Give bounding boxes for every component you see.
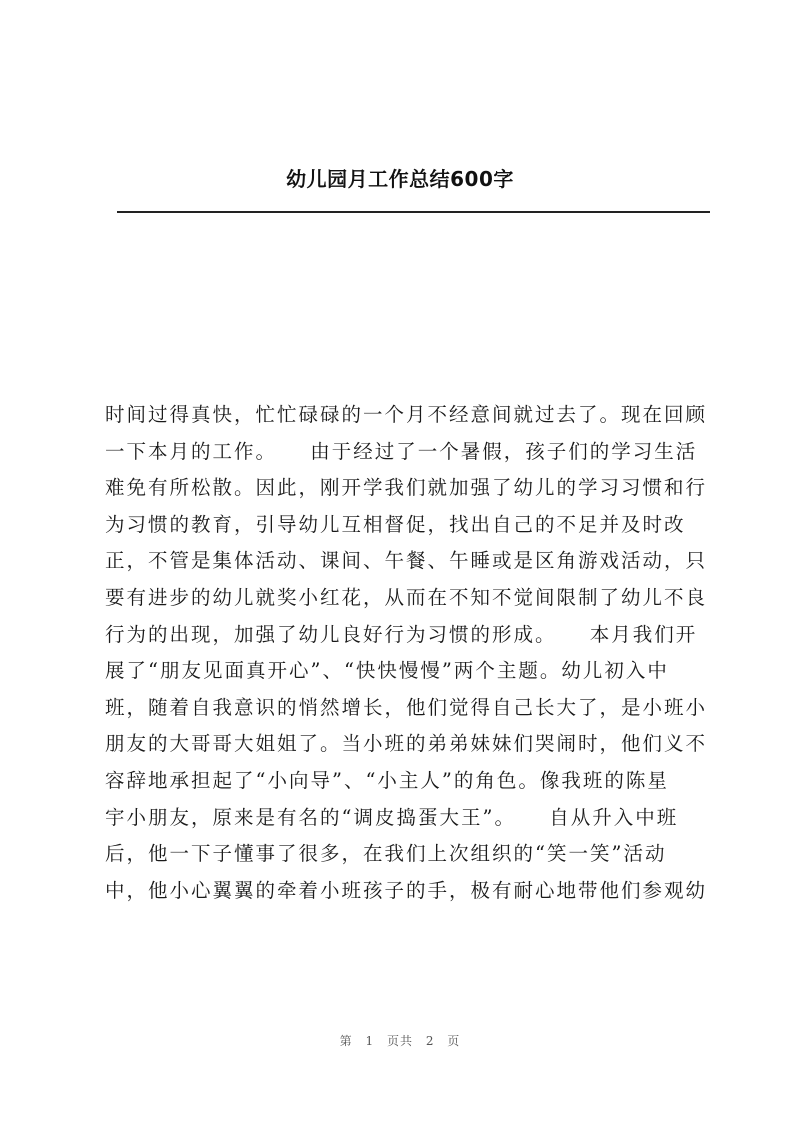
body-line: 容辞地承担起了“小向导”、“小主人”的角色。像我班的陈星 xyxy=(105,768,669,792)
total-pages-number: 2 xyxy=(425,1034,435,1048)
body-line: 一下本月的工作。 由于经过了一个暑假，孩子们的学习生活 xyxy=(105,439,698,463)
body-line: 为习惯的教育，引导幼儿互相督促，找出自己的不足并及时改 xyxy=(105,512,686,536)
footer-label-ye: 页 xyxy=(447,1034,461,1048)
body-line: 宇小朋友，原来是有名的“调皮捣蛋大王”。 自从升入中班 xyxy=(105,805,679,829)
body-line: 班，随着自我意识的悄然增长，他们觉得自己长大了，是小班小 xyxy=(105,695,708,719)
current-page-number: 1 xyxy=(365,1034,375,1048)
footer-label-ye-gong: 页共 xyxy=(386,1034,413,1048)
body-line: 中，他小心翼翼的牵着小班孩子的手，极有耐心地带他们参观幼 xyxy=(105,878,708,902)
page-footer xyxy=(0,1032,800,1050)
body-line: 要有进步的幼儿就奖小红花，从而在不知不觉间限制了幼儿不良 xyxy=(105,585,708,609)
body-line: 正，不管是集体活动、课间、午餐、午睡或是区角游戏活动，只 xyxy=(105,549,708,573)
footer-label-di: 第 xyxy=(339,1034,353,1048)
body-line: 难免有所松散。因此，刚开学我们就加强了幼儿的学习习惯和行 xyxy=(105,476,708,500)
title-underline xyxy=(117,211,710,213)
body-line: 朋友的大哥哥大姐姐了。当小班的弟弟妹妹们哭闹时，他们义不 xyxy=(105,732,708,756)
body-line: 行为的出现，加强了幼儿良好行为习惯的形成。 本月我们开 xyxy=(105,622,698,646)
body-line: 时间过得真快，忙忙碌碌的一个月不经意间就过去了。现在回顾 xyxy=(105,403,708,426)
body-line: 展了“朋友见面真开心”、“快快慢慢”两个主题。幼儿初入中 xyxy=(105,659,669,683)
body-line: 后，他一下子懂事了很多，在我们上次组织的“笑一笑”活动 xyxy=(105,842,667,866)
body-paragraph xyxy=(105,397,715,909)
document-title: 幼儿园月工作总结600字 xyxy=(286,167,514,191)
